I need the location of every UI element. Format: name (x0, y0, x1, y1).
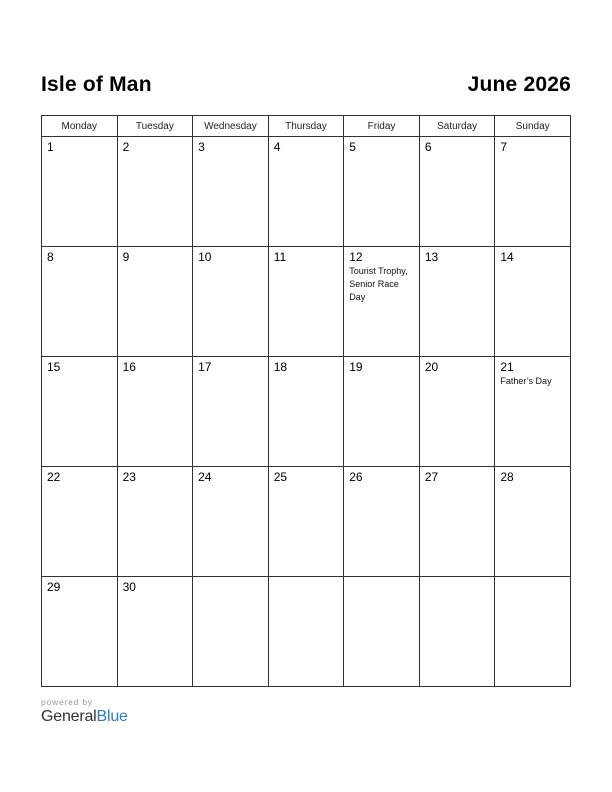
day-number: 1 (47, 140, 54, 154)
day-number (193, 577, 268, 580)
day-cell (268, 357, 344, 467)
week-row (42, 357, 571, 467)
day-number (495, 577, 570, 580)
day-cell (193, 247, 269, 357)
day-cell (495, 357, 571, 467)
day-cell (42, 247, 118, 357)
day-cell (495, 137, 571, 247)
day-number: 16 (122, 360, 136, 374)
day-cell (268, 247, 344, 357)
day-number: 7 (500, 140, 508, 154)
day-number: 14 (500, 250, 514, 264)
month-title: June 2026 (467, 73, 571, 96)
day-number: 22 (47, 470, 61, 484)
day-number: 4 (273, 140, 281, 154)
day-number: 23 (122, 470, 136, 484)
day-number: 3 (198, 140, 205, 154)
week-row (42, 247, 571, 357)
day-cell (193, 577, 269, 687)
day-cell (344, 467, 420, 577)
day-number: 25 (273, 470, 288, 484)
day-number: 8 (47, 250, 54, 264)
day-number: 10 (198, 250, 212, 264)
day-cell (495, 577, 571, 687)
day-cell (42, 137, 118, 247)
brand-name-part1: General (41, 708, 97, 725)
weekday-label: Thursday (268, 116, 344, 137)
day-cell (495, 467, 571, 577)
day-number: 21 (500, 360, 514, 374)
weekday-label: Friday (344, 116, 420, 137)
day-cell (344, 357, 420, 467)
day-number: 13 (424, 250, 439, 264)
day-cell (42, 357, 118, 467)
footer (41, 697, 128, 726)
day-cell (42, 577, 118, 687)
day-number: 26 (349, 470, 363, 484)
day-number: 18 (273, 360, 288, 374)
day-number: 29 (47, 580, 61, 594)
day-number (344, 577, 419, 580)
weekday-label: Tuesday (117, 116, 193, 137)
day-cell (117, 467, 193, 577)
day-cell (193, 137, 269, 247)
calendar-header (41, 70, 571, 100)
day-number: 24 (198, 470, 212, 484)
brand-logo (41, 708, 128, 726)
weekday-header-row (42, 116, 571, 137)
day-number (420, 577, 495, 580)
weekday-label: Sunday (495, 116, 571, 137)
day-cell (495, 247, 571, 357)
day-cell (117, 577, 193, 687)
day-cell (117, 137, 193, 247)
day-number: 15 (47, 360, 61, 374)
day-number: 19 (349, 360, 363, 374)
day-number: 27 (424, 470, 439, 484)
day-number: 28 (500, 470, 514, 484)
day-cell (419, 247, 495, 357)
day-number: 17 (198, 360, 212, 374)
day-number: 12 (349, 250, 363, 264)
day-number: 9 (122, 250, 130, 264)
day-cell (117, 357, 193, 467)
day-number: 11 (273, 250, 287, 264)
region-title: Isle of Man (41, 73, 152, 96)
powered-by-label: powered by (41, 697, 93, 707)
day-cell (268, 577, 344, 687)
day-number (269, 577, 344, 580)
day-cell (344, 577, 420, 687)
day-cell (419, 137, 495, 247)
day-cell (344, 137, 420, 247)
day-cell (419, 577, 495, 687)
day-number: 5 (349, 140, 356, 154)
calendar-body (42, 137, 571, 687)
day-number: 6 (424, 140, 432, 154)
day-number: 2 (122, 140, 130, 154)
weekday-label: Monday (42, 116, 118, 137)
week-row (42, 137, 571, 247)
weekday-label: Saturday (419, 116, 495, 137)
brand-name-part2: Blue (96, 708, 128, 725)
day-cell (344, 247, 420, 357)
day-cell (419, 357, 495, 467)
day-cell (268, 467, 344, 577)
day-number: 30 (122, 580, 136, 594)
day-cell (193, 357, 269, 467)
holiday-label: Father’s Day (500, 376, 552, 386)
week-row (42, 577, 571, 687)
day-cell (193, 467, 269, 577)
holiday-label: Tourist Trophy, Senior Race Day (349, 266, 408, 302)
day-cell (42, 467, 118, 577)
weekday-label: Wednesday (193, 116, 269, 137)
day-cell (419, 467, 495, 577)
month-calendar (41, 115, 571, 687)
day-number: 20 (424, 360, 439, 374)
week-row (42, 467, 571, 577)
day-cell (268, 137, 344, 247)
day-cell (117, 247, 193, 357)
